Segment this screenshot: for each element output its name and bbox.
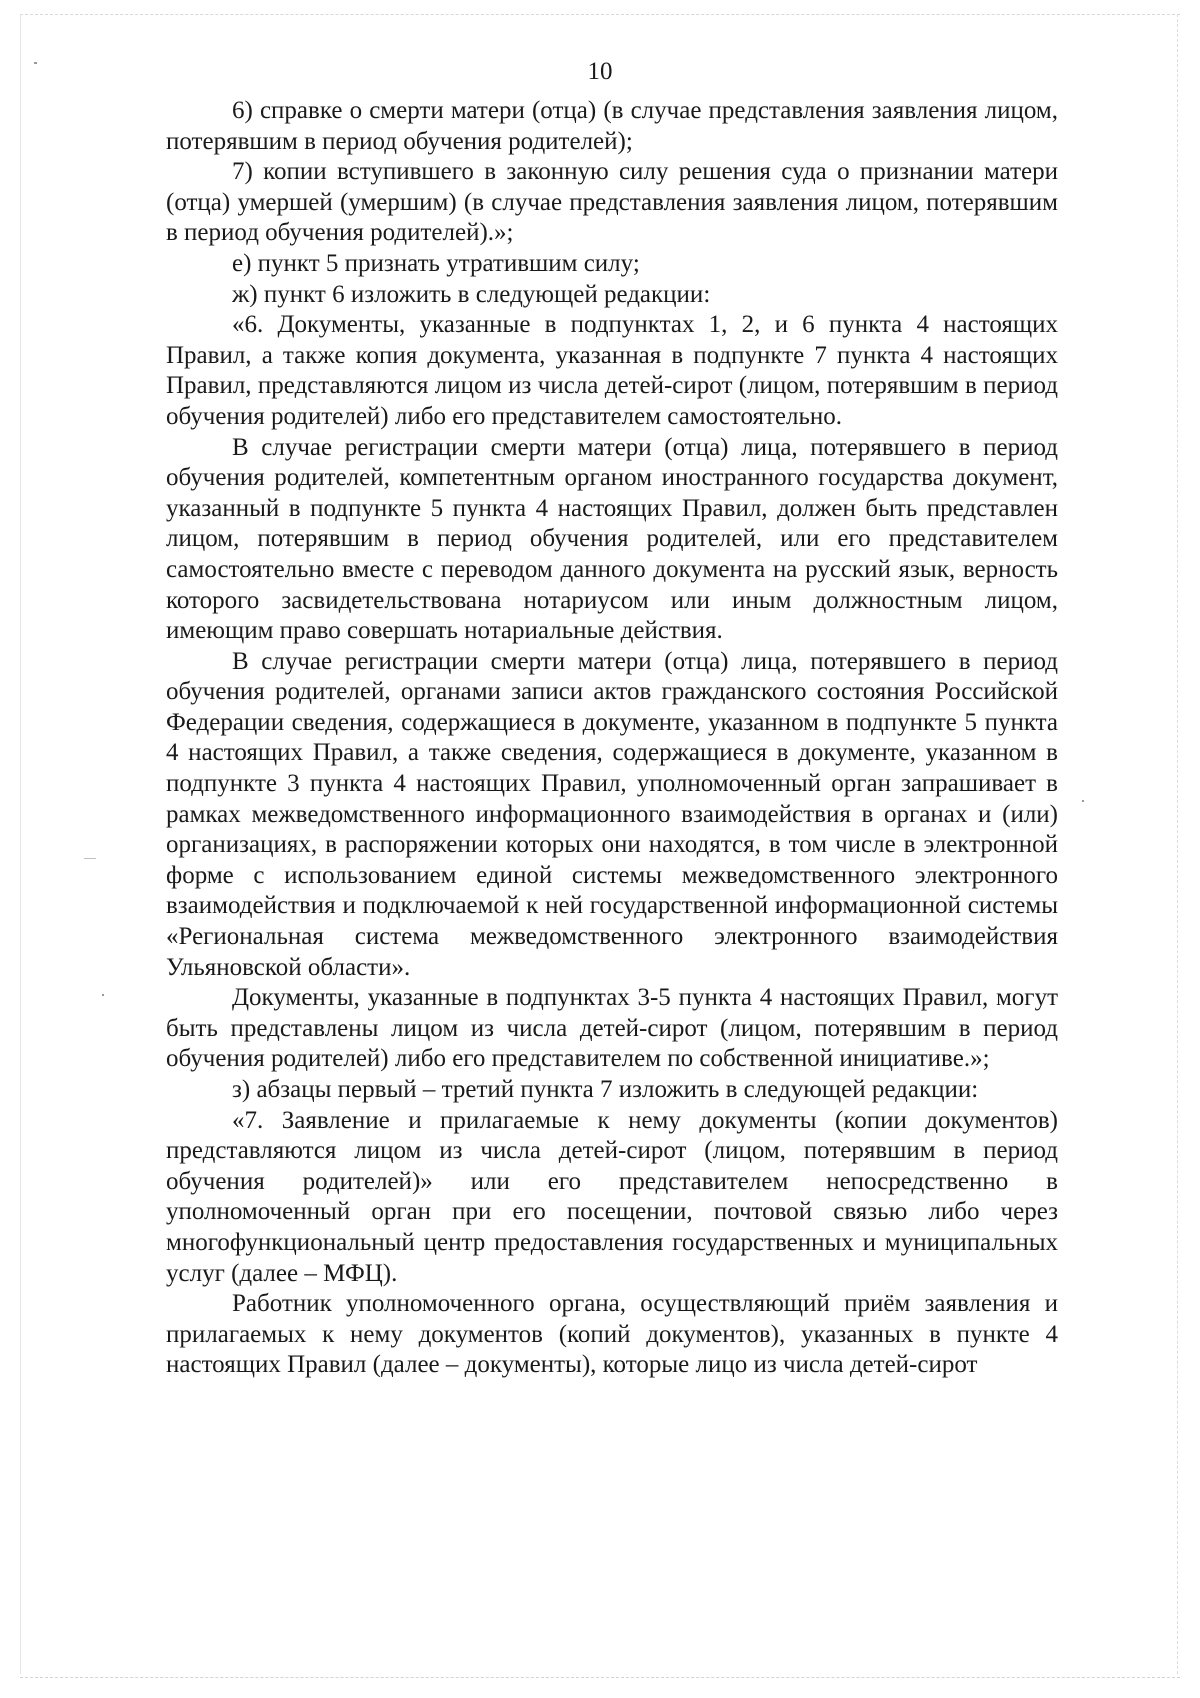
paragraph: В случае регистрации смерти матери (отца) лица, потерявшего в период обучения родителей, компетентным органом иностранного государства документ, указанный в подпункте 5 пункта 4 настоящих Правил, должен быть представлен лицом, потерявшим в период обучения родителей, или его представителем самостоятельно вместе с переводом данного документа на русский язык, верность которого засвидетельствована нотариусом или иным должностным лицом, имеющим право совершать нотариальные действия.: [166, 433, 1058, 645]
paragraph: е) пункт 5 признать утратившим силу;: [232, 249, 640, 277]
paragraph: з) абзацы первый – третий пункта 7 изложить в следующей редакции:: [232, 1076, 979, 1103]
paragraph: Документы, указанные в подпунктах 3-5 пункта 4 настоящих Правил, могут быть представлены лицом из числа детей-сирот (лицом, потерявшим в период обучения родителей) либо его представителем по собственной инициативе.»;: [166, 984, 1058, 1073]
paragraph: «7. Заявление и прилагаемые к нему документы (копии документов) представляются лицом из числа детей-сирот (лицом, потерявшим в период обучения родителей)» или его представителем непосредственно в уполномоченный орган при его посещении, почтовой связью либо через многофункциональный центр предоставления государственных и муниципальных услуг (далее – МФЦ).: [166, 1106, 1058, 1287]
scan-speck: [1082, 800, 1084, 802]
paragraph: «6. Документы, указанные в подпунктах 1, 2, и 6 пункта 4 настоящих Правил, а также копия документа, указанная в подпункте 7 пункта 4 настоящих Правил, представляются лицом из числа детей-сирот (лицом, потерявшим в период обучения родителей) либо его представителем самостоятельно.: [166, 311, 1058, 430]
paragraph: 7) копии вступившего в законную силу решения суда о признании матери (отца) умершей (умершим) (в случае представления заявления лицом, потерявшим в период обучения родителей).»;: [166, 158, 1058, 247]
page-number: 10: [587, 58, 613, 85]
paragraph: 6) справке о смерти матери (отца) (в случае представления заявления лицом, потерявшим в период обучения родителей);: [166, 97, 1058, 155]
scan-speck: [84, 858, 96, 859]
document-body: [166, 96, 1058, 1381]
paragraph: Работник уполномоченного органа, осуществляющий приём заявления и прилагаемых к нему документов (копий документов), указанных в пункте 4 настоящих Правил (далее – документы), которые лицо из числа детей-сирот: [166, 1290, 1058, 1379]
scan-speck: [102, 994, 104, 996]
paragraph: В случае регистрации смерти матери (отца) лица, потерявшего в период обучения родителей, органами записи актов гражданского состояния Российской Федерации сведения, содержащиеся в документе, указанном в подпункте 5 пункта 4 настоящих Правил, а также сведения, содержащиеся в документе, указанном в подпункте 3 пункта 4 настоящих Правил, уполномоченный орган запрашивает в рамках межведомственного информационного взаимодействия в органах и (или) организациях, в распоряжении которых они находятся, в том числе в электронной форме с использованием единой системы межведомственного электронного взаимодействия и подключаемой к ней государственной информационной системы «Региональная система межведомственного электронного взаимодействия Ульяновской области».: [166, 647, 1058, 981]
scan-edge-right: [1177, 14, 1178, 1674]
scan-edge-bottom: [20, 1677, 1180, 1678]
scan-edge-left: [20, 14, 21, 1674]
scan-edge-top: [20, 14, 1180, 15]
paragraph: ж) пункт 6 изложить в следующей редакции:: [232, 280, 711, 308]
